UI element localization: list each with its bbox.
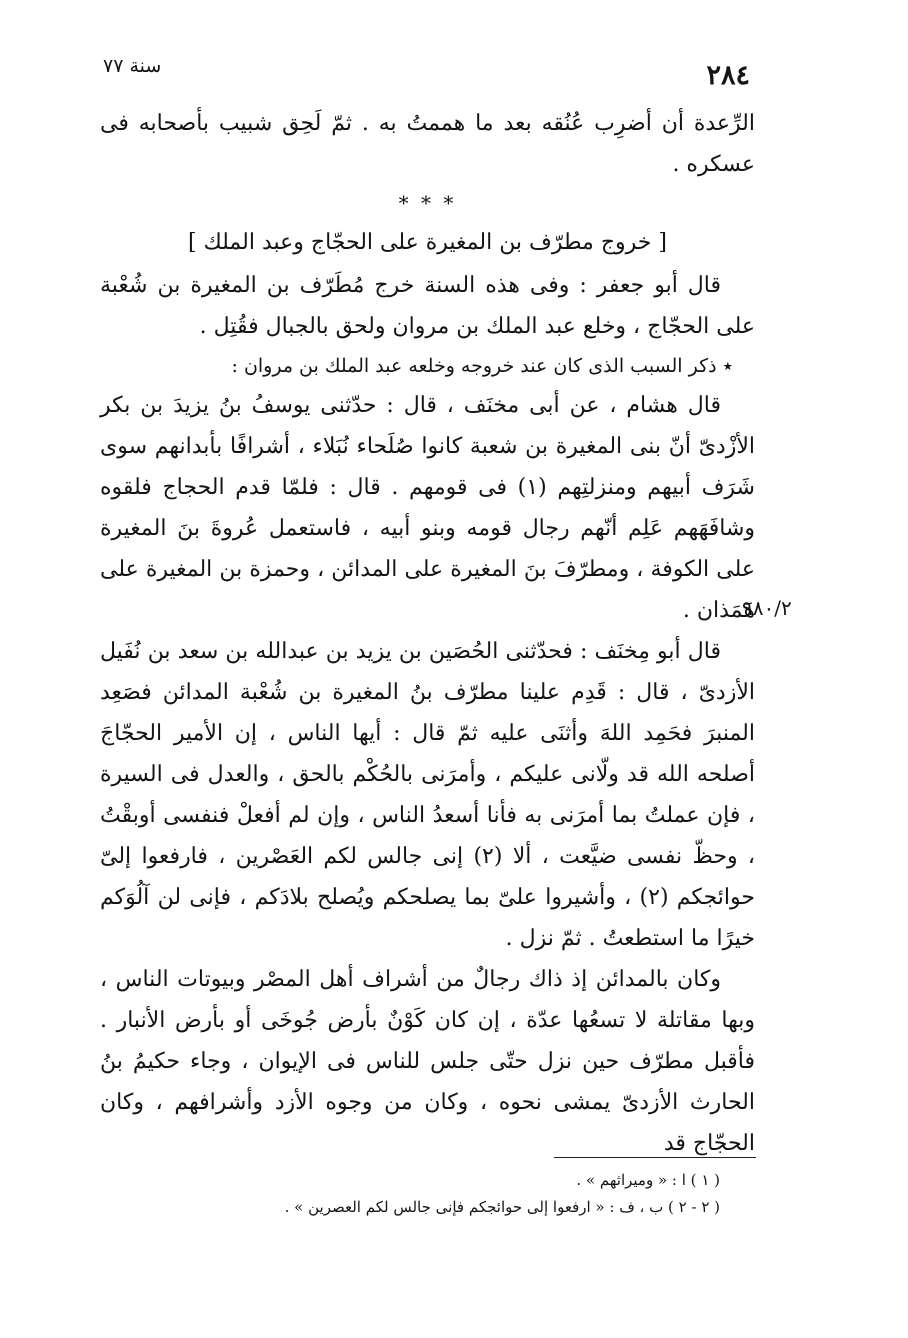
margin-reference: ٩٨٠/٢ (742, 596, 792, 620)
section-separator-stars: * * * (398, 191, 457, 215)
footnote-2: ( ٢ - ٢ ) ب ، ف : « ارفعوا إلى حوائجكم فإنى جالس لكم العصرين » . (284, 1198, 720, 1216)
paragraph-cause-heading: ٭ ذكر السبب الذى كان عند خروجه وخلعه عبد الملك بن مروان : (231, 355, 733, 377)
main-text (100, 103, 755, 1164)
running-header-year: سنة ٧٧ (103, 55, 162, 77)
paragraph-madain: وكان بالمدائن إذ ذاك رجالٌ من أشراف أهل المصْر وبيوتات الناس ، وبها مقاتلة لا تسعُها عدّة ، إن كان كَوْنٌ بأرض جُوخَى أو بأرض الأنبار . فأقبل مطرّف حين نزل حتّى جلس للناس فى الإيوان ، وجاء حكيمُ بنُ الحارث الأزدىّ يمشى نحوه ، وكان من وجوه الأزد وأشرافهم ، وكان الحجّاج قد (100, 967, 755, 1156)
paragraph-intro: قال أبو جعفر : وفى هذه السنة خرج مُطَرّف بن المغيرة بن شُعْبة على الحجّاج ، وخلع عبد الملك بن مروان ولحق بالجبال فقُتِل . (100, 273, 755, 339)
footnotes (100, 1167, 720, 1221)
section-heading: [ خروج مطرّف بن المغيرة على الحجّاج وعبد الملك ] (188, 230, 667, 255)
footnote-1: ( ١ ) ا : « وميراثهم » . (576, 1171, 720, 1189)
footnote-divider (554, 1157, 756, 1158)
paragraph-continued: الرِّعدة أن أضرِب عُنُقه بعد ما هممتُ به . ثمّ لَحِق شبيب بأصحابه فى عسكره . (100, 111, 755, 177)
page-number: ٢٨٤ (706, 60, 750, 91)
paragraph-abu-mikhnaf: قال أبو مِخنَف : فحدّثنى الحُصَين بن يزيد بن عبدالله بن سعد بن نُفَيل الأزدىّ ، قال : قَدِم علينا مطرّف بنُ المغيرة بن شُعْبة المدائن فصَعِد المنبرَ فحَمِد اللهَ وأثنَى عليه ثمّ قال : أيها الناس ، إن الأمير الحجّاجَ أصلحه الله قد ولّانى عليكم ، وأمرَنى بالحُكْم بالحق ، والعدل فى السيرة ، فإن عملتُ بما أمرَنى به فأنا أسعدُ الناس ، وإن لم أفعلْ فنفسى أوبقْتُ ، وحظّ نفسى ضيَّعت ، ألا (٢) إنى جالس لكم العَصْرين ، فارفعوا إلىّ حوائجكم (٢) ، وأشيروا علىّ بما يصلحكم ويُصلح بلادَكم ، فإنى لن آلُوَكم خيرًا ما استطعتُ . ثمّ نزل . (100, 639, 755, 951)
paragraph-hisham: قال هشام ، عن أبى مخنَف ، قال : حدّثنى يوسفُ بنُ يزيدَ بن بكر الأزْدىّ أنّ بنى المغيرة بن شعبة كانوا صُلَحاء نُبَلاء ، أشرافًا بأبدانهم سوى شَرَف أبيهم ومنزلتِهم (١) فى قومهم . قال : فلمّا قدم الحجاج فلقوه وشافَهَهم عَلِم أنّهم رجال قومه وبنو أبيه ، فاستعمل عُروةَ بنَ المغيرة على الكوفة ، ومطرّفَ بنَ المغيرة على المدائن ، وحمزة بن المغيرة على هَمَذان . (100, 393, 755, 623)
